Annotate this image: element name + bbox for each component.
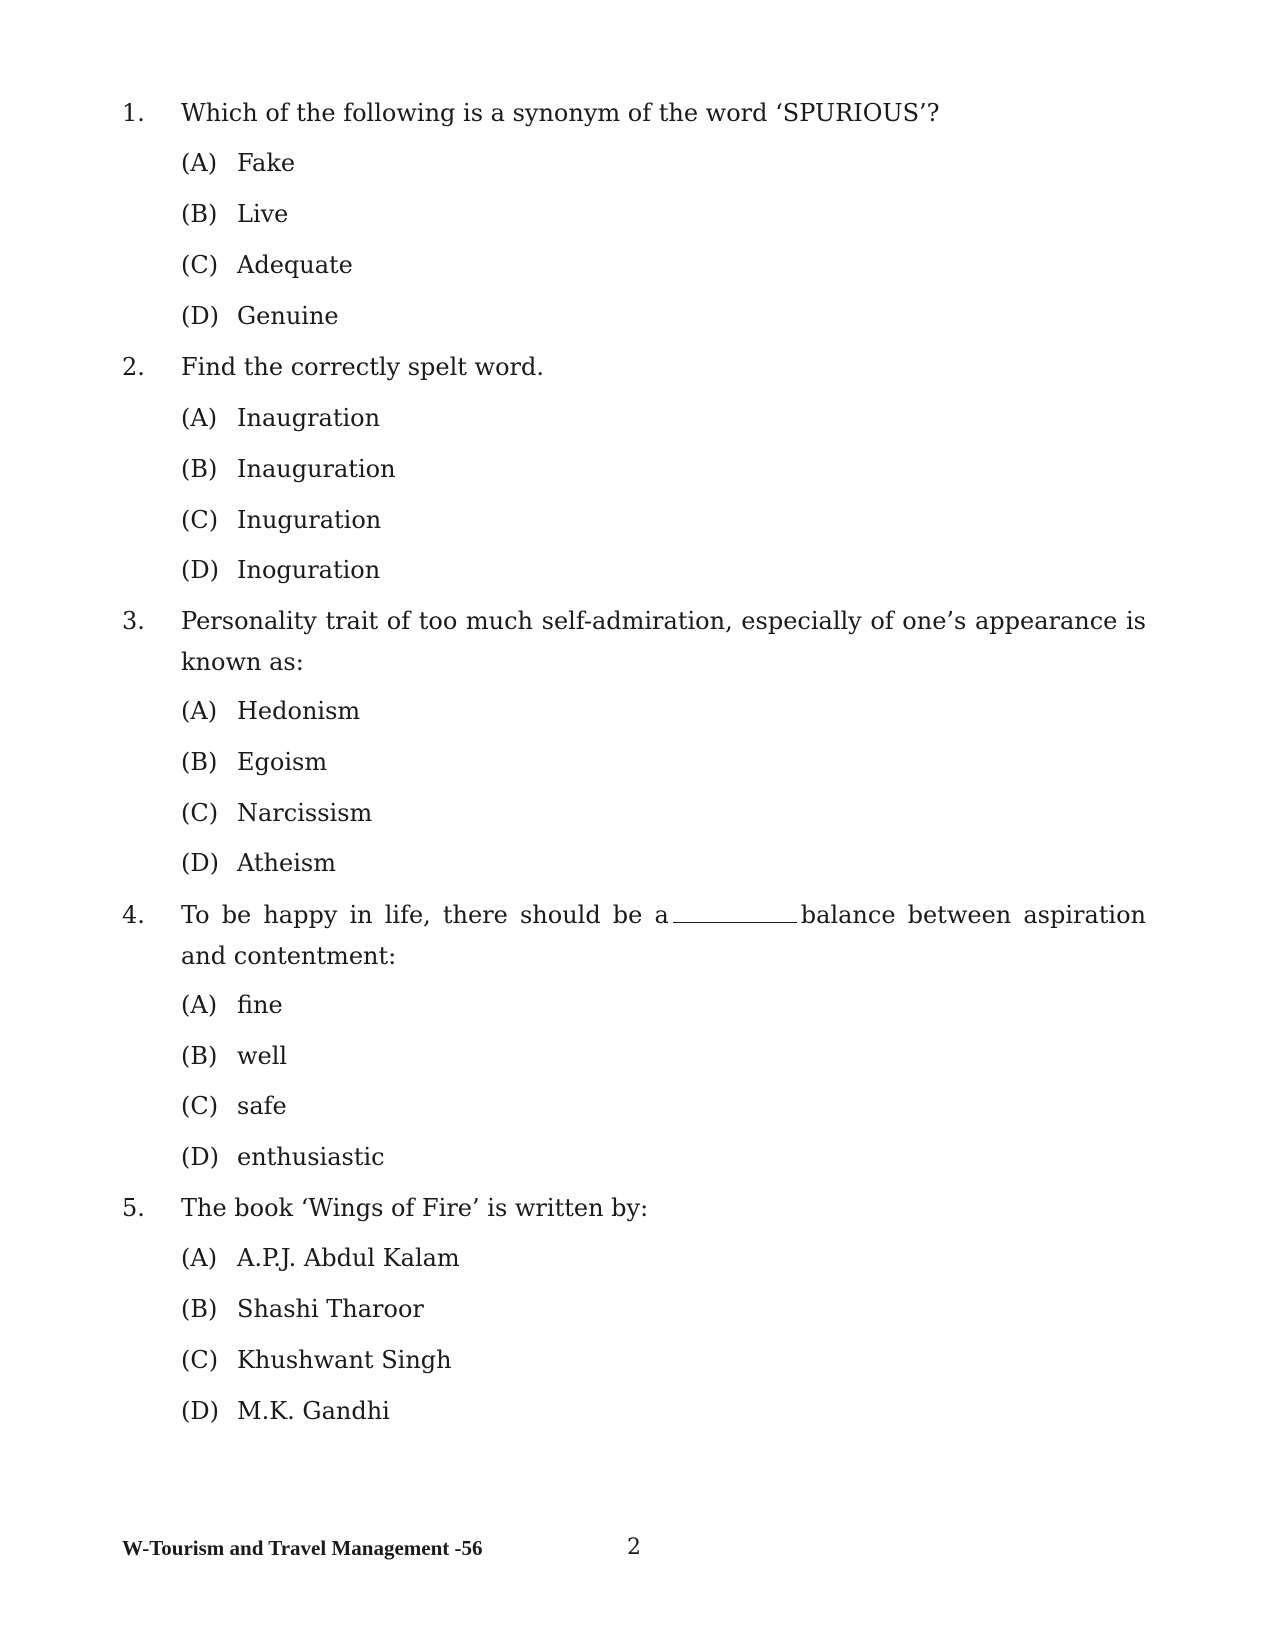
option-letter: (D) [181, 849, 219, 877]
option-3b [181, 742, 327, 782]
option-letter: (B) [181, 1042, 218, 1070]
option-2a [181, 398, 380, 438]
option-text: Inauguration [237, 455, 396, 483]
answer-blank [673, 900, 797, 923]
option-5b [181, 1289, 424, 1329]
question-text: Personality trait of too much self-admiration, especially of one’s appearance is known as: [181, 607, 1146, 676]
option-2c [181, 500, 381, 540]
option-2b [181, 449, 396, 489]
option-text: Egoism [237, 748, 328, 776]
option-5d [181, 1391, 390, 1431]
option-text: Hedonism [237, 697, 361, 725]
option-text: well [237, 1042, 288, 1070]
option-letter: (A) [181, 1244, 218, 1272]
option-letter: (D) [181, 1397, 219, 1425]
option-letter: (D) [181, 556, 219, 584]
option-text: Live [237, 200, 289, 228]
question-text: Which of the following is a synonym of the word ‘SPURIOUS’? [181, 99, 940, 127]
option-1b [181, 194, 288, 234]
question-number: 2. [122, 353, 145, 381]
question-text: Find the correctly spelt word. [181, 353, 544, 381]
option-text: enthusiastic [237, 1143, 385, 1171]
option-1a [181, 143, 295, 183]
question-text-after-blank: balance between aspiration and contentment: [181, 901, 1147, 970]
option-1d [181, 296, 339, 336]
option-text: fine [237, 991, 283, 1019]
footer-title: W-Tourism and Travel Management -56 [122, 1536, 483, 1560]
option-text: Genuine [237, 302, 339, 330]
option-letter: (B) [181, 748, 218, 776]
option-letter: (C) [181, 1346, 219, 1374]
option-letter: (A) [181, 404, 218, 432]
option-text: Shashi Tharoor [237, 1295, 424, 1323]
option-5c [181, 1340, 452, 1380]
option-1c [181, 245, 353, 285]
option-4c [181, 1086, 287, 1126]
option-text: Inuguration [237, 506, 382, 534]
option-2d [181, 550, 380, 590]
option-letter: (B) [181, 1295, 218, 1323]
option-letter: (A) [181, 991, 218, 1019]
option-text: Narcissism [237, 799, 373, 827]
option-letter: (A) [181, 697, 218, 725]
question-number: 3. [122, 607, 145, 635]
option-text: safe [237, 1092, 287, 1120]
option-3c [181, 793, 372, 833]
question-number: 5. [122, 1194, 145, 1222]
option-letter: (D) [181, 1143, 219, 1171]
option-letter: (C) [181, 799, 219, 827]
option-text: Atheism [237, 849, 336, 877]
option-5a [181, 1238, 460, 1278]
option-4d [181, 1137, 385, 1177]
page-number: 2 [627, 1535, 641, 1560]
option-3a [181, 691, 360, 731]
question-number: 1. [122, 99, 145, 127]
question-text: The book ‘Wings of Fire’ is written by: [181, 1194, 649, 1222]
question-text [181, 895, 1146, 977]
option-letter: (D) [181, 302, 219, 330]
question-number: 4. [122, 901, 145, 929]
option-text: A.P.J. Abdul Kalam [237, 1244, 460, 1272]
option-3d [181, 843, 336, 883]
option-4b [181, 1036, 287, 1076]
option-letter: (C) [181, 506, 219, 534]
option-text: Inaugration [237, 404, 381, 432]
option-text: Adequate [237, 251, 353, 279]
option-letter: (A) [181, 149, 218, 177]
option-text: Inoguration [237, 556, 381, 584]
option-4a [181, 985, 283, 1025]
question-text-before-blank: To be happy in life, there should be a [181, 901, 669, 929]
option-text: Fake [237, 149, 296, 177]
option-letter: (B) [181, 455, 218, 483]
option-text: Khushwant Singh [237, 1346, 452, 1374]
option-text: M.K. Gandhi [237, 1397, 390, 1425]
option-letter: (B) [181, 200, 218, 228]
option-letter: (C) [181, 1092, 219, 1120]
option-letter: (C) [181, 251, 219, 279]
